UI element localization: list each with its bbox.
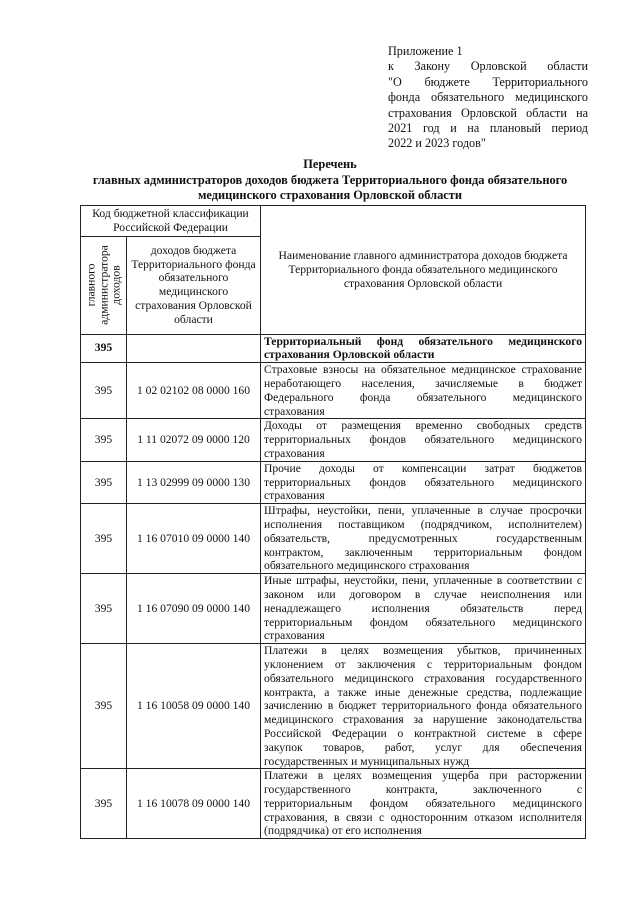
appendix-block [388, 44, 588, 152]
name-line: контрактом, заключенным территориальным фондом [264, 545, 583, 559]
name-line: зачислению в бюджет территориального фонда обязательного [264, 699, 583, 713]
name-line: государственных и муниципальных нужд [264, 754, 470, 768]
name-line: государственного контракта, заключенного с [264, 783, 583, 797]
name-line: контракта, а также иные денежные средства, подлежащие [264, 685, 583, 699]
appendix-line: к Закону Орловской области [388, 59, 588, 74]
name-line: страхования [264, 629, 325, 643]
header-income-code: доходов бюджета Территориального фонда обязательного медицинского страхования Орловской области [127, 236, 261, 334]
admin-code-cell: 395 [81, 461, 127, 503]
title-line: Перечень [303, 157, 357, 171]
table-row [81, 504, 586, 574]
table-row [81, 769, 586, 839]
name-line: страхования [264, 489, 325, 503]
admin-code-cell: 395 [81, 419, 127, 461]
name-line: Платежи в целях возмещения убытков, причиненных [264, 644, 583, 658]
name-line: неработающего населения, зачисляемые в бюджет [264, 376, 583, 390]
name-line: страхования Орловской области [264, 348, 435, 362]
name-line: Федерального фонда обязательного медицинского [264, 390, 583, 404]
name-line: обязательного медицинского страхования государственного [264, 671, 583, 685]
name-line: территориальным фондом обязательного медицинского [264, 796, 583, 810]
name-line: Территориальный фонд обязательного медицинского [264, 334, 583, 348]
name-line: Штрафы, неустойки, пени, уплаченные в случае просрочки [264, 504, 583, 518]
name-line: территориальных фондов обязательного медицинского [264, 475, 583, 489]
administrator-name-cell [261, 334, 586, 363]
table-row [81, 644, 586, 769]
income-code-cell: 1 11 02072 09 0000 120 [127, 419, 261, 461]
administrator-name-cell [261, 461, 586, 503]
title-line: главных администраторов доходов бюджета Территориального фонда обязательного [92, 172, 568, 187]
name-line: законом или договором в случае неисполнения или [264, 587, 583, 601]
document-title [60, 157, 600, 204]
name-line: Доходы от размещения временно свободных средств [264, 419, 583, 433]
name-line: медицинского страхования за нарушение законодательства [264, 713, 583, 727]
table-row [81, 574, 586, 644]
admin-code-cell: 395 [81, 644, 127, 769]
income-code-cell: 1 02 02102 08 0000 160 [127, 363, 261, 419]
name-line: (подрядчика) от его исполнения [264, 824, 422, 838]
administrator-name-cell [261, 769, 586, 839]
table-row [81, 461, 586, 503]
income-code-cell: 1 13 02999 09 0000 130 [127, 461, 261, 503]
appendix-line: страхования Орловской области на [388, 105, 588, 120]
administrators-table [80, 205, 586, 839]
administrator-name-cell [261, 504, 586, 574]
header-admin-code [81, 236, 127, 334]
table-body [81, 334, 586, 839]
name-line: обязательств, предусмотренных государственным [264, 531, 583, 545]
name-line: страхования, в связи с односторонним отказом исполнителя [264, 810, 583, 824]
income-code-cell: 1 16 07090 09 0000 140 [127, 574, 261, 644]
admin-code-cell: 395 [81, 504, 127, 574]
name-line: территориальных фондов обязательного медицинского [264, 433, 583, 447]
name-line: ненадлежащего исполнения обязательств перед [264, 601, 583, 615]
name-line: страхования [264, 404, 325, 418]
appendix-line: 2021 год и на плановый период [388, 121, 588, 136]
admin-code-cell: 395 [81, 363, 127, 419]
title-line: медицинского страхования Орловской области [197, 188, 463, 203]
administrator-name-cell [261, 644, 586, 769]
table-row [81, 419, 586, 461]
name-line: уклонением от заключения с территориальным фондом [264, 657, 583, 671]
name-line: Платежи в целях возмещения ущерба при расторжении [264, 769, 583, 783]
admin-code-cell: 395 [81, 574, 127, 644]
name-line: Российской Федерации о контрактной системе в сфере [264, 726, 583, 740]
administrator-name-cell [261, 363, 586, 419]
name-line: страхования [264, 446, 325, 460]
admin-code-cell: 395 [81, 334, 127, 363]
administrator-name-cell [261, 574, 586, 644]
table-row [81, 363, 586, 419]
income-code-cell: 1 16 10058 09 0000 140 [127, 644, 261, 769]
header-admin-code-text: главного администратора доходов [83, 245, 122, 325]
appendix-line: Приложение 1 [388, 44, 463, 58]
header-budget-classification: Код бюджетной классификации Российской Федерации [81, 206, 261, 237]
header-administrator-name: Наименование главного администратора доходов бюджета Территориального фонда обязательного медицинского страхования Орловской области [261, 206, 586, 335]
name-line: Иные штрафы, неустойки, пени, уплаченные в соответствии с [264, 574, 583, 588]
appendix-line: фонда обязательного медицинского [388, 90, 588, 105]
administrator-name-cell [261, 419, 586, 461]
income-code-cell: 1 16 10078 09 0000 140 [127, 769, 261, 839]
appendix-line: 2022 и 2023 годов" [388, 136, 486, 151]
name-line: обязательного медицинского страхования [264, 559, 470, 573]
name-line: закупок товаров, работ, услуг для обеспечения [264, 740, 583, 754]
income-code-cell [127, 334, 261, 363]
appendix-line: "О бюджете Территориального [388, 74, 588, 89]
name-line: территориальным фондом обязательного медицинского [264, 615, 583, 629]
table-row [81, 334, 586, 363]
admin-code-cell: 395 [81, 769, 127, 839]
name-line: Прочие доходы от компенсации затрат бюджетов [264, 461, 583, 475]
name-line: исполнения поставщиком (подрядчиком, исполнителем) [264, 517, 583, 531]
name-line: Страховые взносы на обязательное медицинское страхование [264, 363, 583, 377]
income-code-cell: 1 16 07010 09 0000 140 [127, 504, 261, 574]
